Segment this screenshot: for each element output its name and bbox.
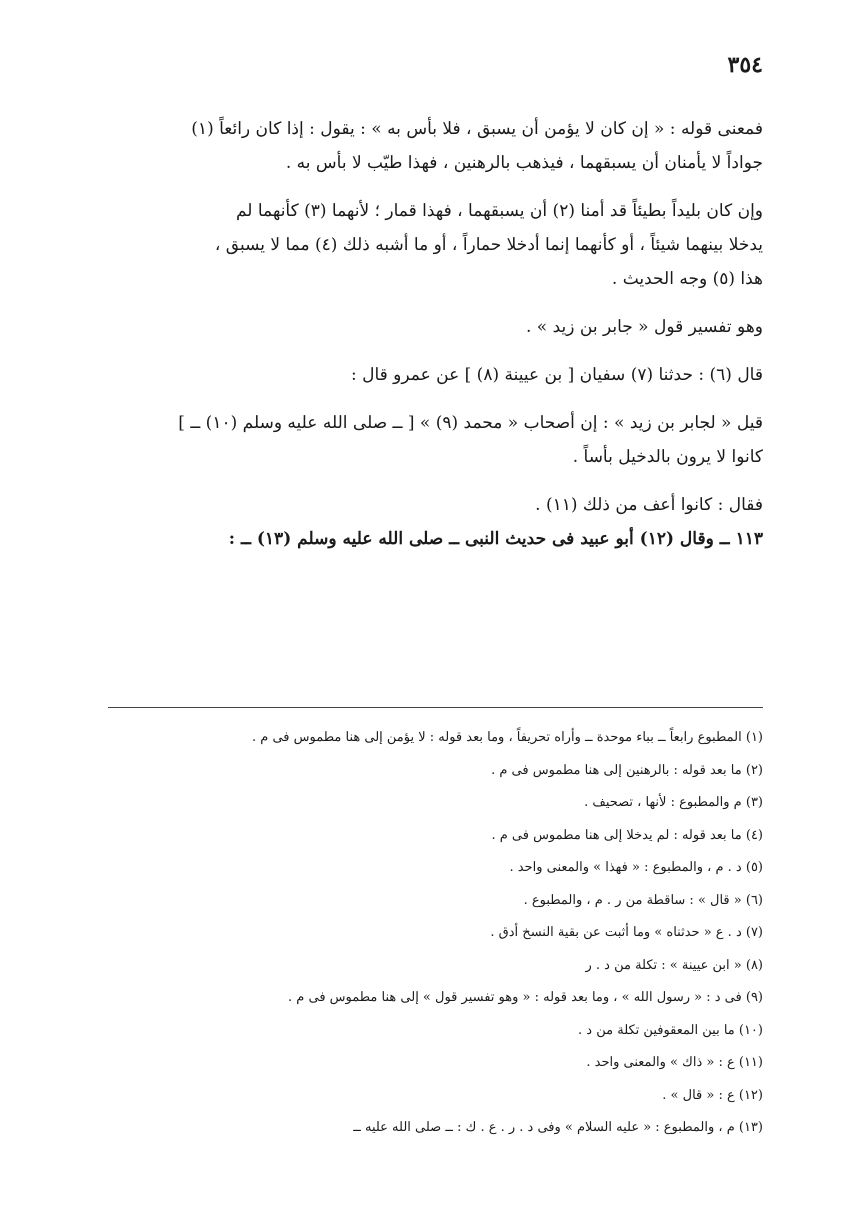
body-line: قال (٦) : حدثنا (٧) سفيان [ بن عيينة (٨) ] عن عمرو قال : xyxy=(350,365,763,385)
footnotes xyxy=(100,722,763,1145)
footnote: (٥) د . م ، والمطبوع : « فهذا » والمعنى واحد . xyxy=(509,860,763,875)
page-number: ٣٥٤ xyxy=(727,52,763,78)
body-line: وهو تفسير قول « جابر بن زيد » . xyxy=(526,317,763,337)
footnote: (٨) « ابن عيينة » : تكلة من د . ر xyxy=(585,957,763,973)
footnote: (١٣) م ، والمطبوع : « عليه السلام » وفى د . ر . ع . ك : ــ صلى الله عليه ــ xyxy=(353,1120,763,1135)
body-line: فمعنى قوله : « إن كان لا يؤمن أن يسبق ، فلا بأس به » : يقول : إذا كان رائعاً (١) xyxy=(191,119,763,139)
body-line: وإن كان بليداً بطيئاً قد أمنا (٢) أن يسبقهما ، فهذا قمار ؛ لأنهما (٣) كأنهما لم xyxy=(235,201,763,221)
footnote-divider xyxy=(108,707,763,708)
footnote: (١٠) ما بين المعقوفين تكلة من د . xyxy=(578,1022,763,1038)
body-line: يدخلا بينهما شيئاً ، أو كأنهما إنما أدخلا حماراً ، أو ما أشبه ذلك (٤) مما لا يسبق ، xyxy=(214,235,763,255)
footnote: (١) المطبوع رابعاً ــ بباء موحدة ــ وأراه تحريفاً ، وما بعد قوله : لا يؤمن إلى هنا مطموس فى م . xyxy=(252,730,763,745)
footnote: (٤) ما بعد قوله : لم يدخلا إلى هنا مطموس فى م . xyxy=(491,827,763,843)
body-line: هذا (٥) وجه الحديث . xyxy=(611,269,763,289)
body-line: كانوا لا يرون بالدخيل بأساً . xyxy=(572,447,763,467)
body-line: فقال : كانوا أعف من ذلك (١١) . xyxy=(535,495,763,515)
section-heading-line: ١١٣ ــ وقال (١٢) أبو عبيد فى حديث النبى ــ صلى الله عليه وسلم (١٣) ــ : xyxy=(228,529,763,549)
footnote: (٩) فى د : « رسول الله » ، وما بعد قوله : « وهو تفسير قول » إلى هنا مطموس فى م . xyxy=(288,990,763,1005)
footnote: (١٢) ع : « قال » . xyxy=(662,1087,763,1103)
footnote: (٧) د . ع « حدثناه » وما أثبت عن بقية النسخ أدق . xyxy=(490,925,763,940)
footnote: (٦) « قال » : ساقطة من ر . م ، والمطبوع . xyxy=(523,892,763,908)
body-line: قيل « لجابر بن زيد » : إن أصحاب « محمد (٩) » [ ــ صلى الله عليه وسلم (١٠) ــ ] xyxy=(178,413,763,433)
footnote: (٢) ما بعد قوله : بالرهنين إلى هنا مطموس فى م . xyxy=(491,762,763,778)
main-text xyxy=(100,112,763,556)
body-line: جواداً لا يأمنان أن يسبقهما ، فيذهب بالرهنين ، فهذا طيّب لا بأس به . xyxy=(285,153,763,173)
footnote: (٣) م والمطبوع : لأنها ، تصحيف . xyxy=(584,795,763,810)
footnote: (١١) ع : « ذاك » والمعنى واحد . xyxy=(586,1055,763,1070)
